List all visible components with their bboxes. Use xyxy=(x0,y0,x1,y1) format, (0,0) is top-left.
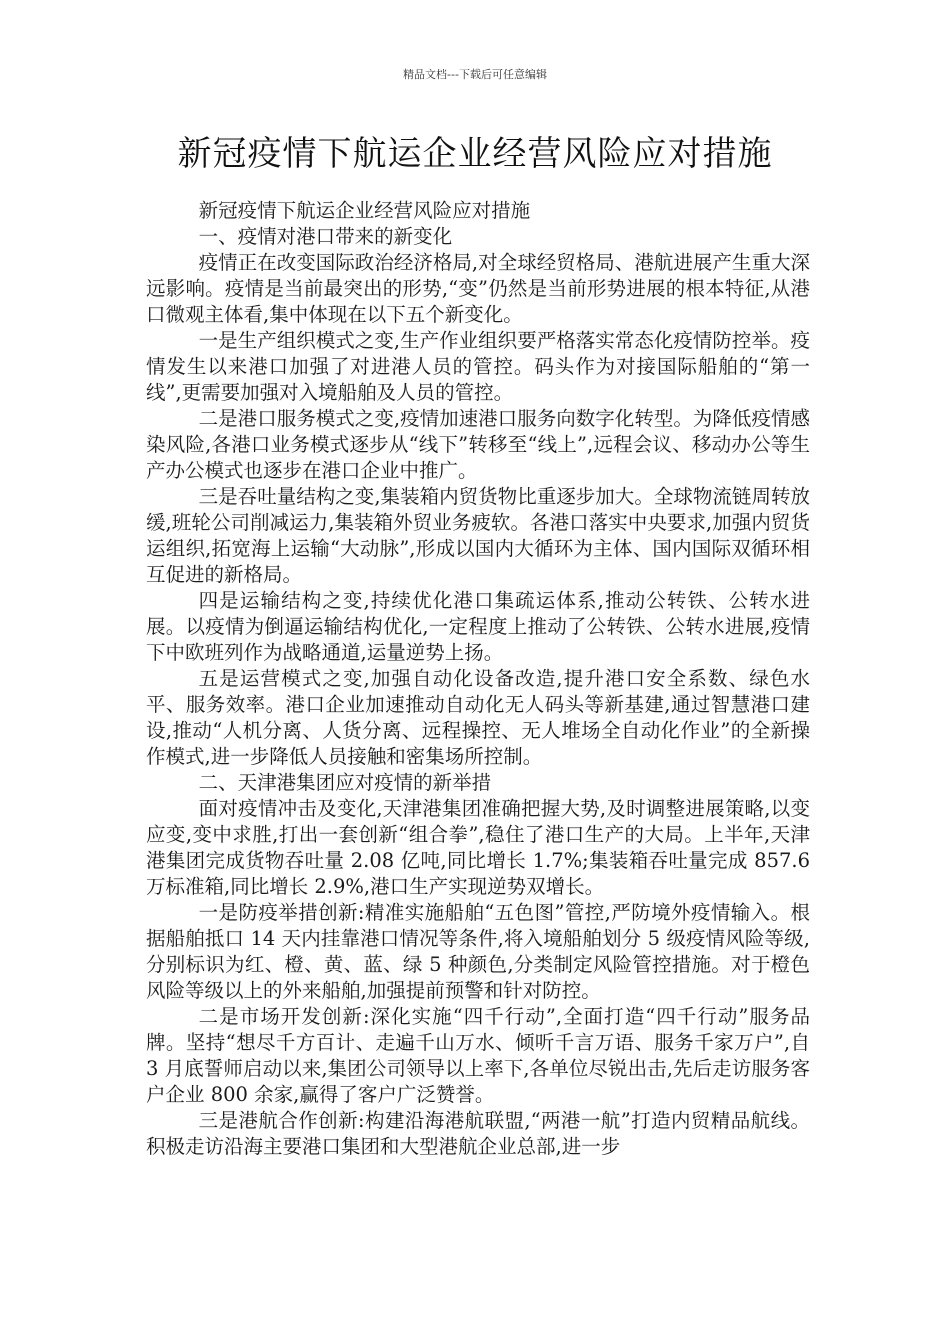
document-title: 新冠疫情下航运企业经营风险应对措施 xyxy=(177,134,773,174)
paragraph: 一是生产组织模式之变,生产作业组织要严格落实常态化疫情防控举。疫情发生以来港口加强了对进港人员的管控。码头作为对接国际船舶的“第一线”,更需要加强对入境船舶及人员的管控。 xyxy=(146,329,810,404)
paragraph: 疫情正在改变国际政治经济格局,对全球经贸格局、港航进展产生重大深远影响。疫情是当前最突出的形势,“变”仍然是当前形势进展的根本特征,从港口微观主体看,集中体现在以下五个新变化。 xyxy=(146,251,810,326)
document-body xyxy=(146,198,810,1160)
paragraph: 三是港航合作创新:构建沿海港航联盟,“两港一航”打造内贸精品航线。积极走访沿海主要港口集团和大型港航企业总部,进一步 xyxy=(146,1109,810,1158)
page-header-note: 精品文档---下载后可任意编辑 xyxy=(403,68,547,81)
paragraph: 四是运输结构之变,持续优化港口集疏运体系,推动公转铁、公转水进展。以疫情为倒逼运输结构优化,一定程度上推动了公转铁、公转水进展,疫情下中欧班列作为战略通道,运量逆势上扬。 xyxy=(146,589,810,664)
paragraph: 面对疫情冲击及变化,天津港集团准确把握大势,及时调整进展策略,以变应变,变中求胜,打出一套创新“组合拳”,稳住了港口生产的大局。上半年,天津港集团完成货物吞吐量 2.08 亿吨,同比增长 1.7%;集装箱吞吐量完成 857.6 万标准箱,同比增长 2.9%,港口生产实现逆势双增长。 xyxy=(146,797,810,898)
paragraph: 三是吞吐量结构之变,集装箱内贸货物比重逐步加大。全球物流链周转放缓,班轮公司削减运力,集装箱外贸业务疲软。各港口落实中央要求,加强内贸货运组织,拓宽海上运输“大动脉”,形成以国内大循环为主体、国内国际双循环相互促进的新格局。 xyxy=(146,485,810,586)
paragraph: 五是运营模式之变,加强自动化设备改造,提升港口安全系数、绿色水平、服务效率。港口企业加速推动自动化无人码头等新基建,通过智慧港口建设,推动“人机分离、人货分离、远程操控、无人堆场全自动化作业”的全新操作模式,进一步降低人员接触和密集场所控制。 xyxy=(146,667,810,768)
section-heading-1: 一、疫情对港口带来的新变化 xyxy=(198,225,453,248)
section-heading-2: 二、天津港集团应对疫情的新举措 xyxy=(198,771,492,794)
paragraph: 二是市场开发创新:深化实施“四千行动”,全面打造“四千行动”服务品牌。坚持“想尽千方百计、走遍千山万水、倾听千言万语、服务千家万户”,自 3 月底誓师启动以来,集团公司领导以上率下,各单位尽锐出击,先后走访服务客户企业 800 余家,赢得了客户广泛赞誉。 xyxy=(146,1005,810,1106)
paragraph: 一是防疫举措创新:精准实施船舶“五色图”管控,严防境外疫情输入。根据船舶抵口 14 天内挂靠港口情况等条件,将入境船舶划分 5 级疫情风险等级,分别标识为红、橙、黄、蓝、绿 5 种颜色,分类制定风险管控措施。对于橙色风险等级以上的外来船舶,加强提前预警和针对防控。 xyxy=(146,901,810,1002)
paragraph-repeat-title: 新冠疫情下航运企业经营风险应对措施 xyxy=(198,199,531,222)
paragraph: 二是港口服务模式之变,疫情加速港口服务向数字化转型。为降低疫情感染风险,各港口业务模式逐步从“线下”转移至“线上”,远程会议、移动办公等生产办公模式也逐步在港口企业中推广。 xyxy=(146,407,810,482)
